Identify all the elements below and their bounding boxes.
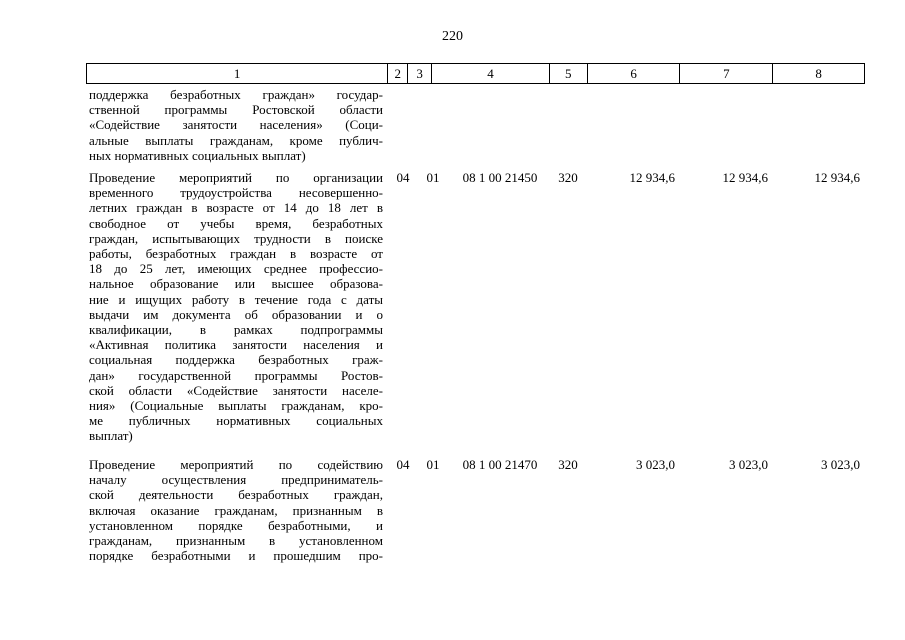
row-description [89, 457, 383, 563]
header-col-6: 6 [588, 64, 681, 83]
description-line: «Содействие занятости населения» (Соци- [89, 117, 383, 133]
table-header [86, 63, 865, 84]
header-col-8: 8 [815, 65, 822, 81]
csr-code: 08 1 00 21470 [462, 457, 538, 472]
description-line: граждан, испытывающих трудности в поиске [89, 230, 383, 246]
pr-code: 01 [426, 170, 440, 185]
header-col-5: 5 [550, 64, 588, 83]
description-line: включая оказание гражданам, признанным в [89, 502, 383, 518]
value-col-7: 3 023,0 [729, 457, 768, 472]
vr-code: 320 [558, 170, 578, 185]
description-line: установленном порядке безработными, и [89, 517, 383, 533]
description-line: выдачи им документа об образовании и о [89, 306, 383, 322]
value-col-6: 12 934,6 [629, 170, 675, 185]
description-line: ных нормативных социальных выплат) [89, 147, 306, 163]
description-line: летних граждан в возрасте от 14 до 18 лет в [89, 200, 383, 216]
description-line: поддержка безработных граждан» государ- [89, 87, 383, 102]
rz-code: 04 [396, 457, 410, 472]
description-line: «Активная политика занятости населения и [89, 337, 383, 353]
rz-code: 04 [396, 170, 410, 185]
row-description [89, 170, 383, 444]
description-line: ния» (Социальные выплаты гражданам, кро- [89, 398, 383, 414]
pr-code: 01 [426, 457, 440, 472]
description-line: ме публичных нормативных социальных [89, 413, 383, 429]
description-line: ственной программы Ростовской области [89, 102, 383, 118]
description-line: порядке безработными и прошедшим про- [89, 548, 383, 564]
header-col-2: 2 [388, 64, 408, 83]
value-col-8: 3 023,0 [821, 457, 860, 472]
description-line: дан» государственной программы Ростов- [89, 367, 383, 383]
description-line: квалификации, в рамках подпрограммы [89, 322, 383, 338]
description-line: работы, безработных граждан в возрасте от [89, 246, 383, 262]
description-line: Проведение мероприятий по организации [89, 170, 383, 185]
description-line: гражданам, признанным в установленном [89, 533, 383, 549]
csr-code: 08 1 00 21450 [462, 170, 538, 185]
description-line: свободное от учебы время, безработных [89, 215, 383, 231]
header-col-4: 4 [432, 64, 550, 83]
description-line: выплат) [89, 428, 133, 444]
header-col-3: 3 [408, 64, 432, 83]
header-col-7: 7 [680, 64, 773, 83]
description-line: началу осуществления предприниматель- [89, 472, 383, 488]
value-col-8: 12 934,6 [814, 170, 860, 185]
description-line: 18 до 25 лет, имеющих среднее профессио- [89, 261, 383, 277]
vr-code: 320 [558, 457, 578, 472]
description-line: нальное образование или высшее образова- [89, 276, 383, 292]
description-line: социальная поддержка безработных граж- [89, 352, 383, 368]
description-line: Проведение мероприятий по содействию [89, 457, 383, 472]
value-col-7: 12 934,6 [722, 170, 768, 185]
header-col-1: 1 [87, 64, 388, 83]
description-line: альные выплаты гражданам, кроме публич- [89, 132, 383, 148]
description-line: ние и ищущих работу в течение года с даты [89, 291, 383, 307]
description-line: временного трудоустройства несовершенно- [89, 185, 383, 201]
description-line: ской области «Содействие занятости населе- [89, 382, 383, 398]
page-number: 220 [442, 29, 463, 44]
description-line: ской деятельности безработных граждан, [89, 487, 383, 503]
continuation-description [89, 87, 383, 163]
value-col-6: 3 023,0 [636, 457, 675, 472]
